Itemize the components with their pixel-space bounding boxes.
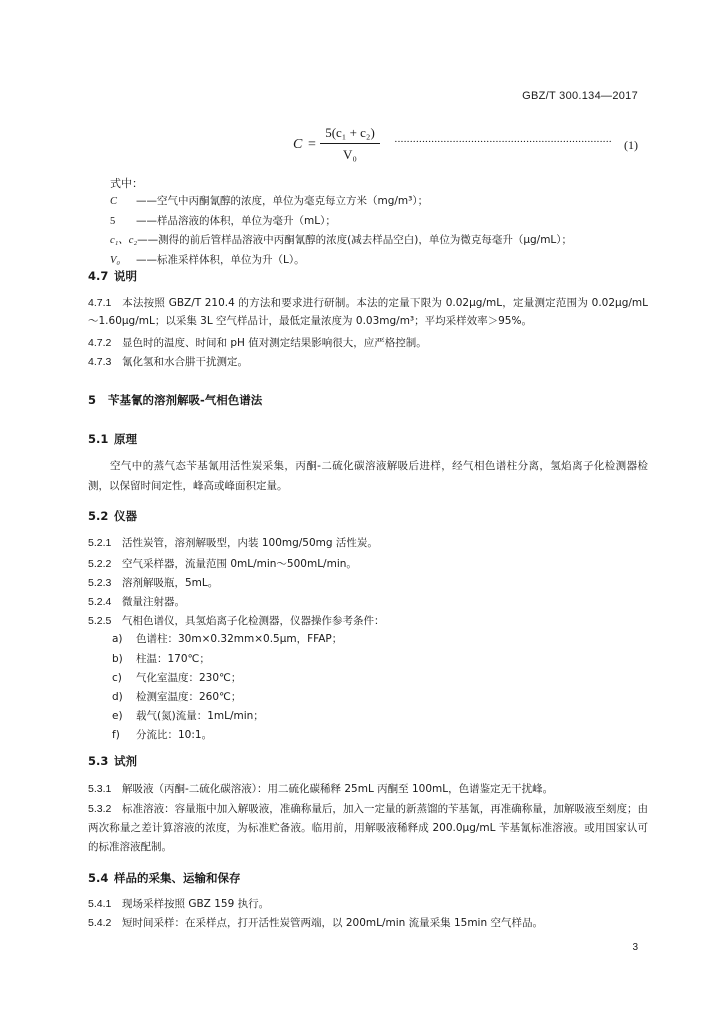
definition-text: ——样品溶液的体积，单位为毫升（mL）； xyxy=(136,214,336,227)
definition-text: ——测得的前后管样品溶液中丙酮氰醇的浓度(减去样品空白)，单位为微克每毫升（μg/mL）； xyxy=(137,234,573,247)
definition-row xyxy=(110,251,650,271)
clause-5-2-1: 5.2.1 活性炭管，溶剂解吸型，内装 100mg/50mg 活性炭。 xyxy=(88,537,378,549)
fraction-bar xyxy=(320,143,380,144)
list-item: b) 柱温：170℃； xyxy=(112,653,210,665)
formula-lhs: C xyxy=(293,137,303,152)
formula-number: (1) xyxy=(624,138,638,152)
clause-5-3-2: 5.3.2 标准溶液：容量瓶中加入解吸液，准确称量后，加入一定量的新蒸馏的苄基氰，再准确称量，加解吸液至刻度；由两次称量之差计算溶液的浓度，为标准贮备液。临用前，用解吸液稀释成 200.0μg/mL 苄基氰标准溶液。或用国家认可的标准溶液配制。 xyxy=(88,803,648,853)
where-title: 式中： xyxy=(110,177,143,190)
heading-5-4: 5.4 样品的采集、运输和保存 xyxy=(88,871,241,885)
formula-leader-dots: ······································································· xyxy=(394,136,612,148)
list-item: f) 分流比：10:1。 xyxy=(112,729,213,741)
clause-5-2-3: 5.2.3 溶剂解吸瓶，5mL。 xyxy=(88,577,219,589)
clause-5-4-1: 5.4.1 现场采样按照 GBZ 159 执行。 xyxy=(88,898,270,910)
clause-4-7-3: 4.7.3 氰化氢和水合肼干扰测定。 xyxy=(88,356,248,368)
list-item: d) 检测室温度：260℃； xyxy=(112,691,242,703)
heading-5: 5 苄基氰的溶剂解吸-气相色谱法 xyxy=(88,393,263,407)
formula-numerator: 5(c₁ + c₂) xyxy=(325,125,375,140)
standard-code: GBZ/T 300.134—2017 xyxy=(522,90,638,102)
definition-text: ——空气中丙酮氰醇的浓度，单位为毫克每立方米（mg/m³）； xyxy=(136,195,429,207)
definition-text: ——标准采样体积，单位为升（L）。 xyxy=(136,253,305,266)
paragraph-principle: 空气中的蒸气态苄基氰用活性炭采集，丙酮-二硫化碳溶液解吸后进样，经气相色谱柱分离，氢焰离子化检测器检测，以保留时间定性，峰高或峰面积定量。 xyxy=(88,460,648,492)
formula-fraction xyxy=(320,124,380,164)
page-number: 3 xyxy=(632,942,638,953)
list-item: a) 色谱柱：30m×0.32mm×0.5μm，FFAP； xyxy=(112,633,343,645)
definition-symbol: 5 xyxy=(110,215,116,227)
clause-4-7-1: 4.7.1 本法按照 GBZ/T 210.4 的方法和要求进行研制。本法的定量下限为 0.02μg/mL，定量测定范围为 0.02μg/mL～1.60μg/mL；以采集 3L 空气样品计，最低定量浓度为 0.03mg/m³；平均采样效率＞95%。 xyxy=(88,297,648,327)
heading-5-3: 5.3 试剂 xyxy=(88,754,137,768)
heading-5-2: 5.2 仪器 xyxy=(88,509,137,523)
definition-row xyxy=(110,192,650,212)
definition-symbol: V₀ xyxy=(110,254,121,266)
clause-5-4-2: 5.4.2 短时间采样：在采样点，打开活性炭管两端，以 200mL/min 流量采集 15min 空气样品。 xyxy=(88,917,543,929)
list-item: c) 气化室温度：230℃； xyxy=(112,672,242,684)
heading-5-1: 5.1 原理 xyxy=(88,432,137,446)
clause-5-2-5: 5.2.5 气相色谱仪，具氢焰离子化检测器，仪器操作参考条件： xyxy=(88,615,385,627)
formula-equals: = xyxy=(308,137,316,152)
definition-symbol: c₁、c₂ xyxy=(110,235,138,247)
formula-denominator: V₀ xyxy=(343,147,357,162)
clause-4-7-2: 4.7.2 显色时的温度、时间和 pH 值对测定结果影响很大，应严格控制。 xyxy=(88,337,427,349)
clause-5-2-2: 5.2.2 空气采样器，流量范围 0mL/min～500mL/min。 xyxy=(88,558,357,570)
list-item: e) 载气(氮)流量：1mL/min； xyxy=(112,710,264,722)
clause-5-3-1: 5.3.1 解吸液（丙酮-二硫化碳溶液）：用二硫化碳稀释 25mL 丙酮至 100mL，色谱鉴定无干扰峰。 xyxy=(88,783,554,795)
heading-4-7: 4.7 说明 xyxy=(88,269,137,283)
formula-definitions xyxy=(110,192,650,270)
formula-1 xyxy=(290,124,650,172)
clause-5-2-4: 5.2.4 微量注射器。 xyxy=(88,596,185,608)
definition-row xyxy=(110,212,650,232)
definition-row xyxy=(110,231,650,251)
definition-symbol: C xyxy=(110,196,118,207)
